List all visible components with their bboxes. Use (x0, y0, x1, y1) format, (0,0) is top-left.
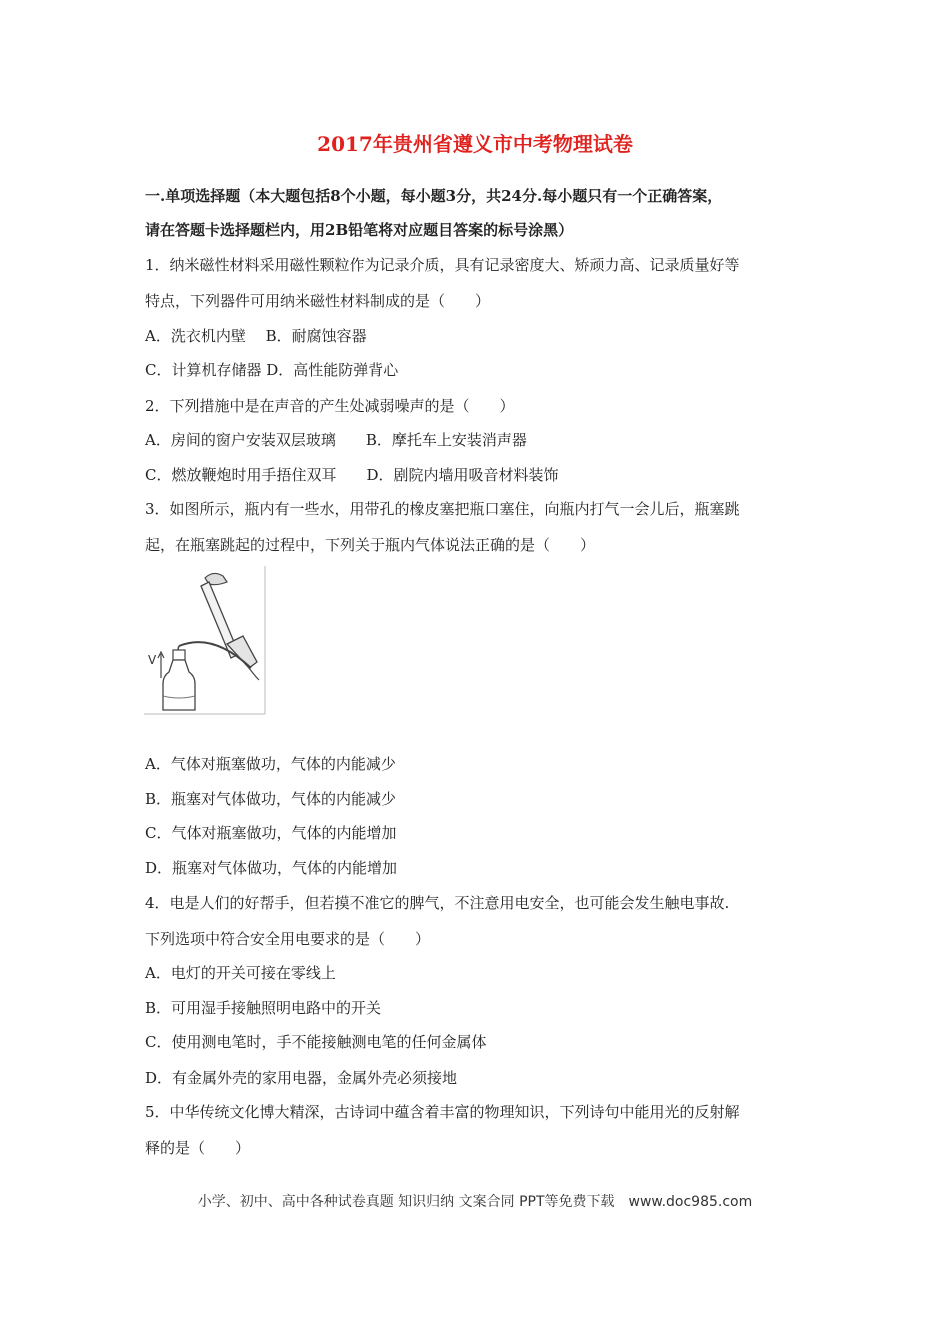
q3-option-c: C．气体对瓶塞做功，气体的内能增加 (145, 824, 397, 842)
q4-option-b: B．可用湿手接触照明电路中的开关 (145, 999, 382, 1017)
bottle-pump-figure (143, 564, 267, 716)
q4-stem-line-1: 4．电是人们的好帮手，但若摸不准它的脾气，不注意用电安全，也可能会发生触电事故. (145, 894, 730, 912)
q1-stem-line-2: 特点，下列器件可用纳米磁性材料制成的是（ ） (145, 292, 491, 310)
q1-options-ab: A．洗衣机内壁 B．耐腐蚀容器 (145, 327, 367, 345)
q3-option-a: A．气体对瓶塞做功，气体的内能减少 (145, 755, 396, 773)
q5-stem-line-2: 释的是（ ） (145, 1139, 251, 1157)
q2-options-cd: C．燃放鞭炮时用手捂住双耳 D．剧院内墙用吸音材料装饰 (145, 466, 559, 484)
q2-stem: 2．下列措施中是在声音的产生处减弱噪声的是（ ） (145, 397, 515, 415)
q4-option-d: D．有金属外壳的家用电器，金属外壳必须接地 (145, 1069, 458, 1087)
exam-title: 2017年贵州省遵义市中考物理试卷 (317, 132, 633, 156)
q3-option-b: B．瓶塞对气体做功，气体的内能减少 (145, 790, 397, 808)
q5-stem-line-1: 5．中华传统文化博大精深，古诗词中蕴含着丰富的物理知识，下列诗句中能用光的反射解 (145, 1103, 740, 1121)
q1-stem-line-1: 1．纳米磁性材料采用磁性颗粒作为记录介质，具有记录密度大、矫顽力高、记录质量好等 (145, 256, 740, 274)
q3-option-d: D．瓶塞对气体做功，气体的内能增加 (145, 859, 398, 877)
section-heading-line-2: 请在答题卡选择题栏内，用2B铅笔将对应题目答案的标号涂黑） (145, 221, 574, 239)
q4-option-a: A．电灯的开关可接在零线上 (145, 964, 336, 982)
q3-stem-line-2: 起，在瓶塞跳起的过程中，下列关于瓶内气体说法正确的是（ ） (145, 536, 596, 554)
section-heading-line-1: 一.单项选择题（本大题包括8个小题，每小题3分，共24分.每小题只有一个正确答案， (145, 187, 723, 205)
q1-options-cd: C．计算机存储器 D．高性能防弹背心 (145, 361, 399, 379)
q3-stem-line-1: 3．如图所示，瓶内有一些水，用带孔的橡皮塞把瓶口塞住，向瓶内打气一会儿后，瓶塞跳 (145, 500, 740, 518)
footer-download-link[interactable]: 小学、初中、高中各种试卷真题 知识归纳 文案合同 PPT等免费下载 www.doc985.com (197, 1194, 753, 1210)
velocity-label: V (148, 653, 157, 667)
q4-stem-line-2: 下列选项中符合安全用电要求的是（ ） (145, 930, 431, 948)
q4-option-c: C．使用测电笔时，手不能接触测电笔的任何金属体 (145, 1033, 487, 1051)
q2-options-ab: A．房间的窗户安装双层玻璃 B．摩托车上安装消声器 (145, 431, 527, 449)
